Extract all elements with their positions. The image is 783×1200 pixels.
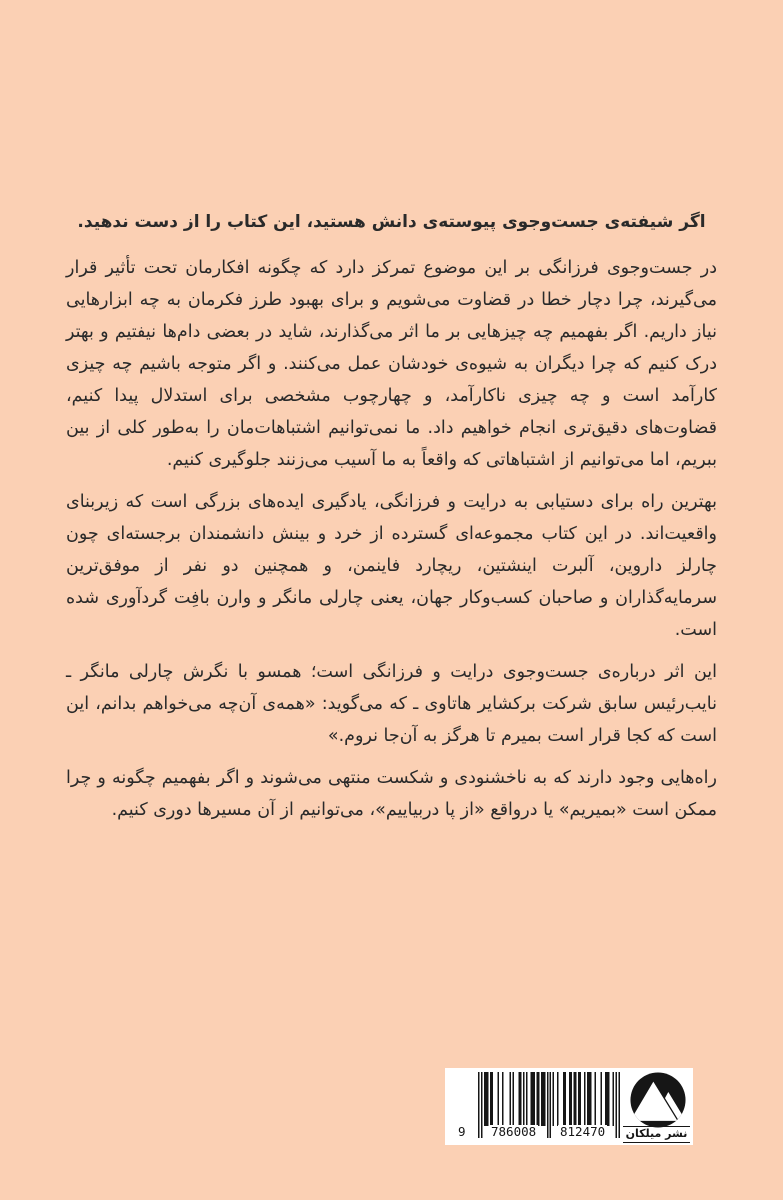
ean13-barcode [445, 1068, 621, 1145]
synopsis-paragraph-2: بهترین راه برای دستیابی به درایت و فرزانگی، یادگیری ایده‌های بزرگی است که زیربنای واقعیت‌اند. در این کتاب مجموعه‌ای گسترده از خرد و بینش دانشمندان برجسته‌ای چون چارلز داروین، آلبرت اینشتین، ریچارد فاینمن، و همچنین دو نفر از موفق‌ترین سرمایه‌گذاران و صاحبان کسب‌وکار جهان، یعنی چارلی مانگر و وارن بافِت گردآوری شده است. [66, 492, 717, 640]
barcode-digit-group-right: 812470 [560, 1124, 606, 1139]
synopsis-paragraph-3: این اثر درباره‌ی جست‌وجوی درایت و فرزانگی است؛ همسو با نگرش چارلی مانگر ـ نایب‌رئیس سابق شرکت برکشایر هاتاوی ـ که می‌گوید: «همه‌ی آن‌چه می‌خواهم بدانم، این است که کجا قرار است بمیرم تا هرگز به آن‌جا نروم.» [66, 662, 717, 746]
barcode-digit-group-lead: 9 [458, 1124, 466, 1139]
isbn-barcode-panel [445, 1068, 693, 1145]
synopsis-paragraph-4: راه‌هایی وجود دارند که به ناخشنودی و شکست منتهی می‌شوند و اگر بفهمیم چگونه و چرا ممکن است «بمیریم» یا درواقع «از پا دربیاییم»، می‌توانیم از آن مسیرها دوری کنیم. [66, 768, 717, 820]
barcode-digit-group-left: 786008 [491, 1124, 537, 1139]
publisher-name: نشر میلکان [623, 1126, 690, 1143]
synopsis-paragraph-1: در جست‌وجوی فرزانگی بر این موضوع تمرکز دارد که چگونه افکارمان تحت تأثیر قرار می‌گیرند، چرا دچار خطا در قضاوت می‌شویم و برای بهبود طرز فکرمان به چه ابزارهایی نیاز داریم. اگر بفهمیم چه چیزهایی بر ما اثر می‌گذارند، شاید در بعضی دام‌ها نیفتیم و بهتر درک کنیم که چرا دیگران به شیوه‌ی خودشان عمل می‌کنند. و اگر متوجه باشیم چه چیزی کارآمد است و چه چیزی ناکارآمد، و چهارچوب مشخصی برای استدلال پیدا کنیم، قضاوت‌های دقیق‌تری انجام خواهیم داد. ما نمی‌توانیم اشتباهات‌مان را به‌طور کلی از بین ببریم، اما می‌توانیم از اشتباهاتی که واقعاً به ما آسیب می‌زنند جلوگیری کنیم. [66, 258, 717, 470]
publisher-logo [621, 1068, 693, 1145]
mountains-icon [630, 1072, 686, 1128]
tagline: اگر شیفته‌ی جست‌وجوی پیوسته‌ی دانش هستید، این کتاب را از دست ندهید. [77, 212, 706, 232]
synopsis-text-block [66, 207, 717, 836]
